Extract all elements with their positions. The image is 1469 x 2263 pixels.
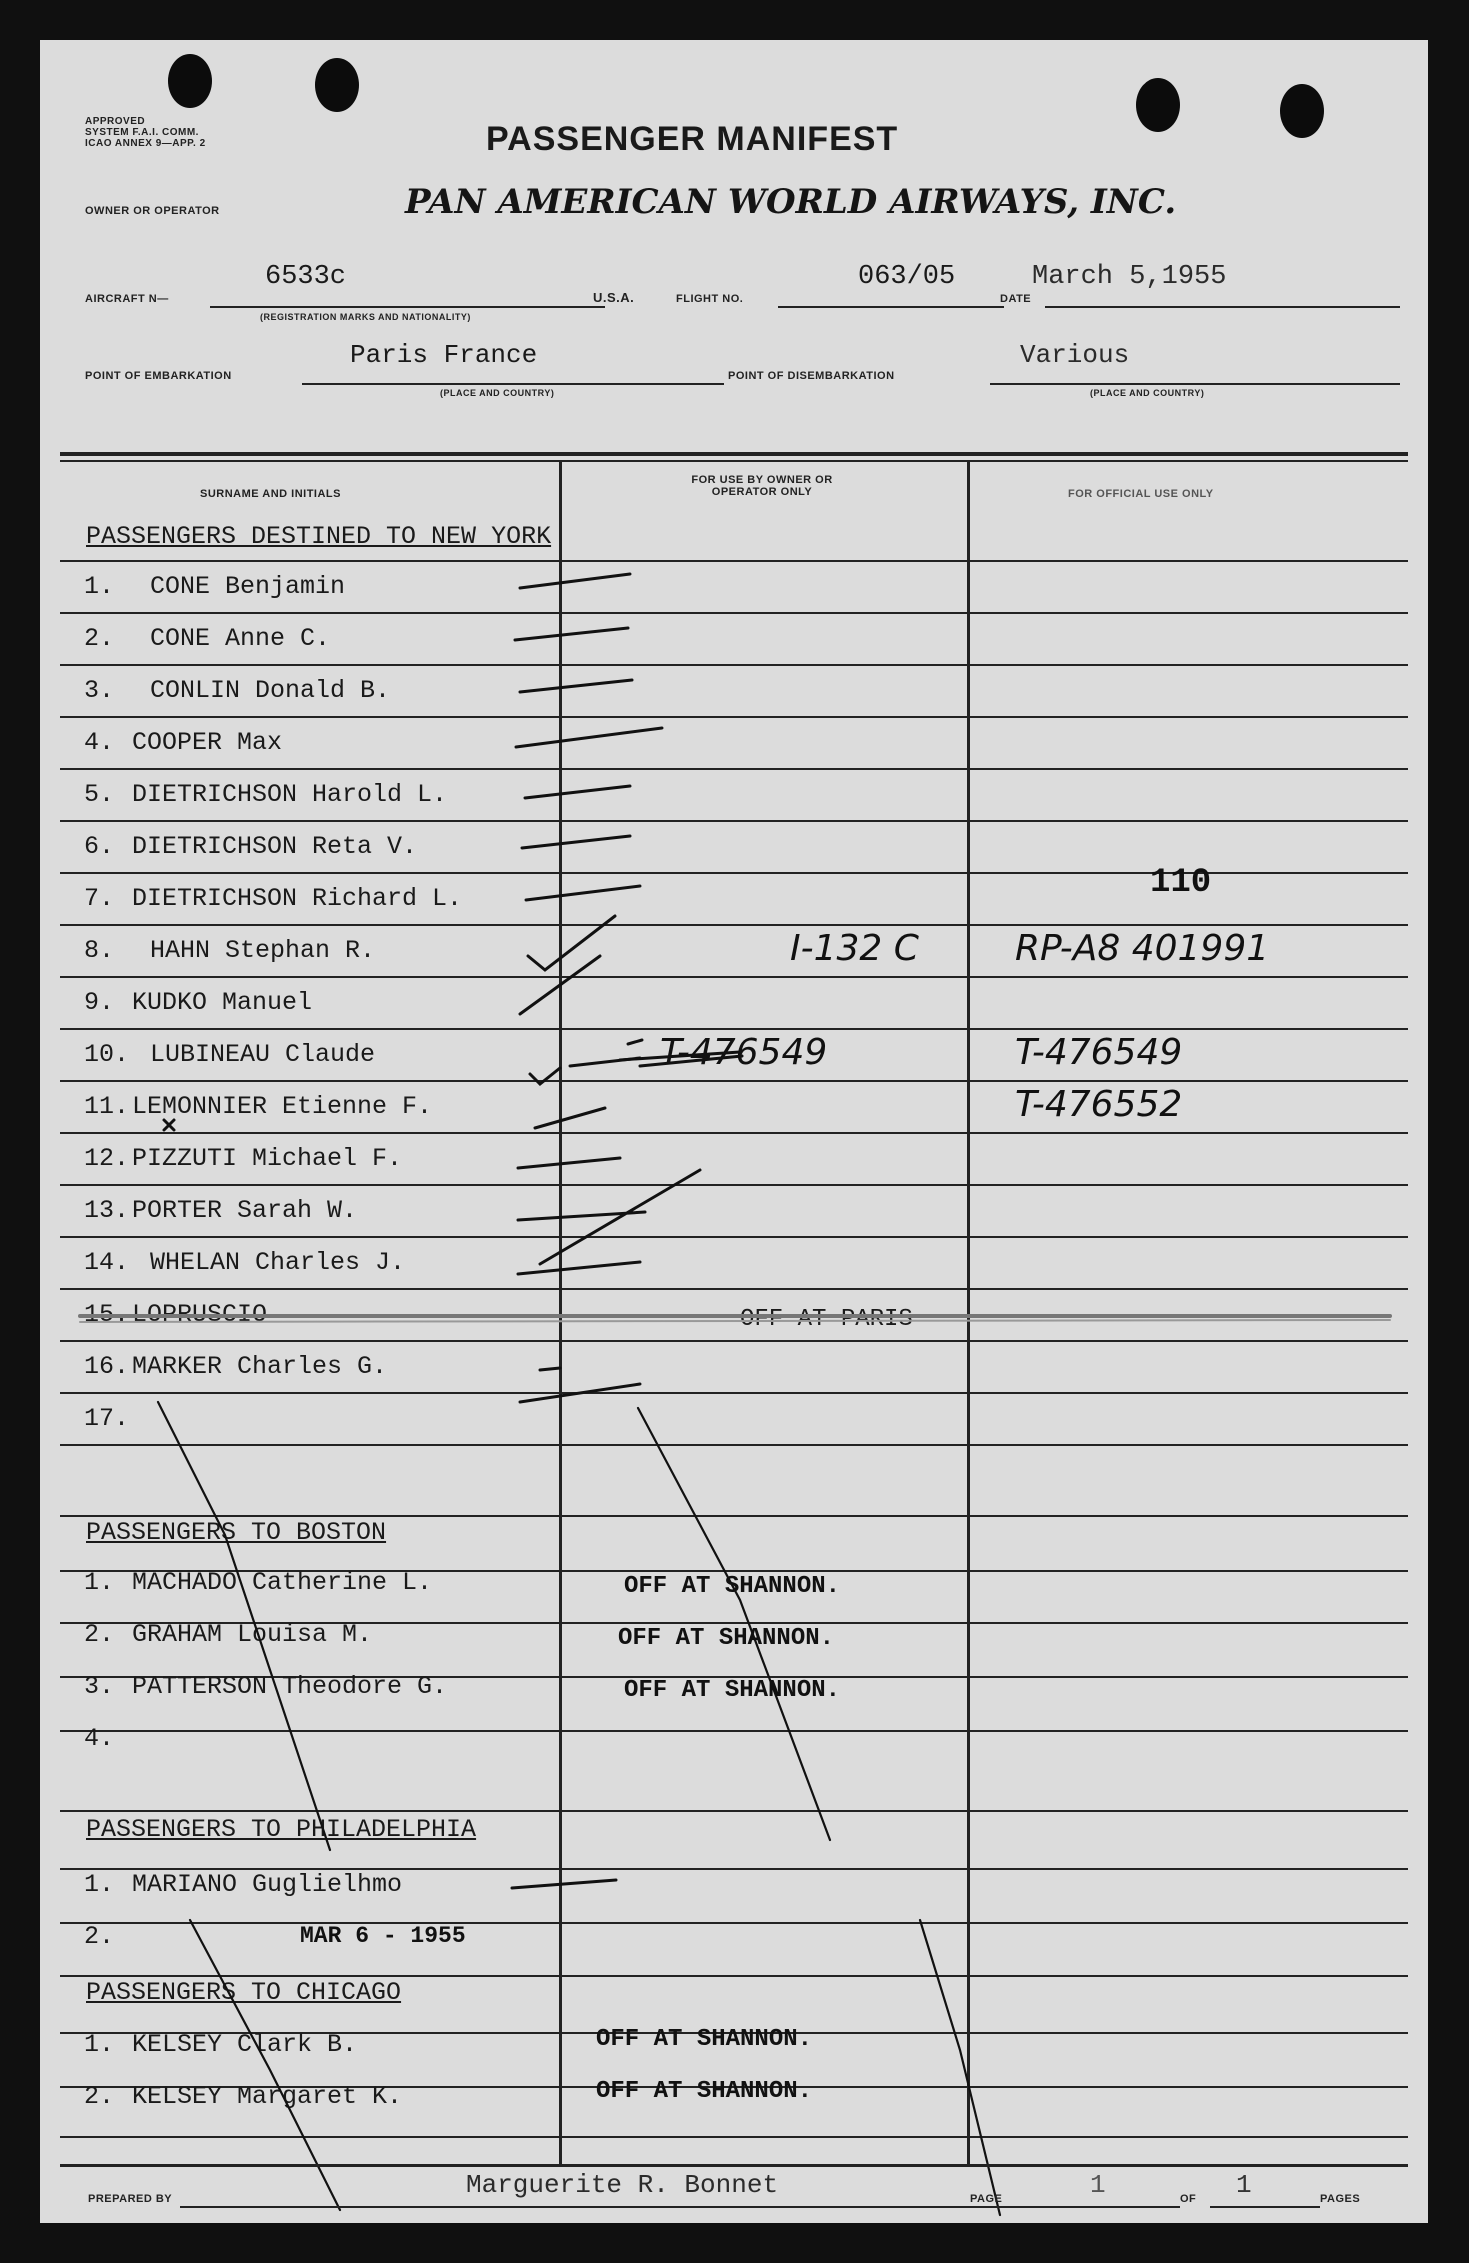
row-number: 13. bbox=[84, 1196, 130, 1225]
row-number: 9. bbox=[84, 988, 115, 1017]
x-mark bbox=[164, 1120, 174, 1130]
row-number: 3. bbox=[84, 1672, 115, 1701]
column-header-owner: FOR USE BY OWNER OR OPERATOR ONLY bbox=[691, 474, 833, 498]
aircraft-value: 6533c bbox=[265, 262, 347, 292]
owner-label: OWNER OR OPERATOR bbox=[85, 205, 220, 217]
date-label: DATE bbox=[1000, 293, 1032, 305]
embarkation-value: Paris France bbox=[350, 340, 538, 370]
pages-label: PAGES bbox=[1320, 2193, 1361, 2205]
row-number: 1. bbox=[84, 572, 115, 601]
of-label: OF bbox=[1180, 2193, 1197, 2205]
check-mark bbox=[540, 1368, 560, 1370]
section-philadelphia: PASSENGERS TO PHILADELPHIA bbox=[86, 1815, 477, 1844]
passenger-name: KELSEY Margaret K. bbox=[132, 2082, 403, 2111]
approval-line: APPROVED bbox=[85, 116, 146, 127]
check-mark bbox=[512, 1880, 616, 1888]
owner-entry: OFF AT SHANNON. bbox=[596, 2078, 813, 2105]
owner-entry: I-132 C bbox=[790, 928, 919, 969]
passenger-name: DIETRICHSON Richard L. bbox=[132, 884, 463, 913]
check-mark bbox=[520, 680, 632, 692]
owner-entry: OFF AT SHANNON. bbox=[596, 2026, 813, 2053]
row-number: 17. bbox=[84, 1404, 130, 1433]
check-mark bbox=[520, 1384, 640, 1402]
disembarkation-value: Various bbox=[1020, 340, 1130, 370]
row-number: 11. bbox=[84, 1092, 130, 1121]
owner-entry: OFF AT SHANNON. bbox=[624, 1677, 841, 1704]
passenger-name: COOPER Max bbox=[132, 728, 283, 757]
row-number: 4. bbox=[84, 728, 115, 757]
row-number: 2. bbox=[84, 624, 115, 653]
check-mark bbox=[530, 1068, 560, 1084]
passenger-name: CONLIN Donald B. bbox=[150, 676, 391, 705]
row-number: 1. bbox=[84, 1870, 115, 1899]
check-mark bbox=[528, 916, 615, 970]
page-number: 1 bbox=[1090, 2170, 1106, 2200]
flight-label: FLIGHT NO. bbox=[676, 293, 744, 305]
official-entry: T-476552 bbox=[1015, 1084, 1183, 1125]
pages-underline bbox=[1210, 2206, 1320, 2208]
passenger-name: PATTERSON Theodore G. bbox=[132, 1672, 448, 1701]
row-number: 8. bbox=[84, 936, 115, 965]
owner-entry: OFF AT PARIS bbox=[740, 1306, 913, 1333]
registration-caption: (REGISTRATION MARKS AND NATIONALITY) bbox=[260, 312, 471, 322]
aircraft-label: AIRCRAFT N— bbox=[85, 293, 169, 305]
page-label: PAGE bbox=[970, 2193, 1003, 2205]
passenger-name: KELSEY Clark B. bbox=[132, 2030, 358, 2059]
prepared-by: Marguerite R. Bonnet bbox=[466, 2170, 779, 2200]
embarkation-label: POINT OF EMBARKATION bbox=[85, 370, 232, 382]
prepared-underline bbox=[180, 2206, 1030, 2208]
passenger-name: LEMONNIER Etienne F. bbox=[132, 1092, 433, 1121]
official-entry: 110 bbox=[1150, 864, 1212, 902]
passenger-name: CONE Anne C. bbox=[150, 624, 331, 653]
strike-through bbox=[620, 1052, 742, 1066]
disembarkation-label: POINT OF DISEMBARKATION bbox=[728, 370, 895, 382]
place-caption: (PLACE AND COUNTRY) bbox=[1090, 388, 1205, 398]
strike-through bbox=[628, 1040, 642, 1044]
flight-value: 063/05 bbox=[858, 262, 956, 292]
row-number: 16. bbox=[84, 1352, 130, 1381]
passenger-name: MARIANO Guglielhmo bbox=[132, 1870, 403, 1899]
row-number: 1. bbox=[84, 1568, 115, 1597]
place-caption: (PLACE AND COUNTRY) bbox=[440, 388, 555, 398]
section-new-york: PASSENGERS DESTINED TO NEW YORK bbox=[86, 522, 552, 551]
official-entry: T-476549 bbox=[1015, 1032, 1183, 1073]
row-number: 4. bbox=[84, 1724, 115, 1753]
column-header-name: SURNAME AND INITIALS bbox=[200, 488, 341, 500]
prepared-label: PREPARED BY bbox=[88, 2193, 173, 2205]
check-mark bbox=[520, 574, 630, 588]
check-mark bbox=[518, 1158, 620, 1168]
passenger-name: DIETRICHSON Reta V. bbox=[132, 832, 418, 861]
page-underline bbox=[1020, 2206, 1180, 2208]
official-entry: RP-A8 401991 bbox=[1015, 928, 1270, 969]
owner-entry: OFF AT SHANNON. bbox=[624, 1573, 841, 1600]
footer-rule bbox=[60, 2164, 1408, 2167]
check-mark bbox=[522, 836, 630, 848]
row-number: 2. bbox=[84, 2082, 115, 2111]
passenger-name: LOPRUSCIO bbox=[132, 1300, 268, 1329]
diagonal-line bbox=[158, 1402, 330, 1850]
diagonal-line bbox=[920, 1920, 1003, 2215]
owner-entry: OFF AT SHANNON. bbox=[618, 1625, 835, 1652]
owner-entry: T-476549 bbox=[660, 1032, 828, 1073]
row-number: 1. bbox=[84, 2030, 115, 2059]
approval-line: SYSTEM F.A.I. COMM. bbox=[85, 127, 199, 138]
passenger-name: PORTER Sarah W. bbox=[132, 1196, 358, 1225]
usa-label: U.S.A. bbox=[593, 290, 635, 305]
row-number: 15. bbox=[84, 1300, 130, 1329]
operator-name: PAN AMERICAN WORLD AIRWAYS, INC. bbox=[405, 182, 1177, 222]
check-mark bbox=[518, 1170, 700, 1264]
manifest-sheet bbox=[40, 40, 1428, 2223]
section-boston: PASSENGERS TO BOSTON bbox=[86, 1518, 387, 1547]
row-number: 14. bbox=[84, 1248, 130, 1277]
pen-annotations bbox=[40, 40, 1428, 2223]
check-mark bbox=[535, 1108, 605, 1128]
passenger-name: MARKER Charles G. bbox=[132, 1352, 388, 1381]
check-mark bbox=[525, 786, 630, 798]
check-mark bbox=[516, 728, 662, 747]
row-strike bbox=[80, 1320, 1390, 1322]
passenger-name: CONE Benjamin bbox=[150, 572, 346, 601]
date-stamp: MAR 6 - 1955 bbox=[300, 1923, 466, 1949]
passenger-name: LUBINEAU Claude bbox=[150, 1040, 376, 1069]
row-number: 10. bbox=[84, 1040, 130, 1069]
check-mark bbox=[520, 956, 600, 1014]
passenger-name: WHELAN Charles J. bbox=[150, 1248, 406, 1277]
row-number: 7. bbox=[84, 884, 115, 913]
passenger-name: KUDKO Manuel bbox=[132, 988, 313, 1017]
row-number: 2. bbox=[84, 1922, 115, 1951]
date-value: March 5,1955 bbox=[1032, 262, 1227, 292]
passenger-name: MACHADO Catherine L. bbox=[132, 1568, 433, 1597]
check-mark bbox=[515, 628, 628, 640]
row-number: 12. bbox=[84, 1144, 130, 1173]
page-title: PASSENGER MANIFEST bbox=[486, 120, 899, 158]
pages-number: 1 bbox=[1236, 2170, 1252, 2200]
passenger-name: GRAHAM Louisa M. bbox=[132, 1620, 373, 1649]
passenger-name: DIETRICHSON Harold L. bbox=[132, 780, 448, 809]
row-number: 3. bbox=[84, 676, 115, 705]
row-number: 2. bbox=[84, 1620, 115, 1649]
approval-line: ICAO ANNEX 9—APP. 2 bbox=[85, 138, 206, 149]
check-mark bbox=[526, 886, 640, 900]
row-number: 6. bbox=[84, 832, 115, 861]
column-header-official: FOR OFFICIAL USE ONLY bbox=[1068, 488, 1214, 500]
passenger-name: HAHN Stephan R. bbox=[150, 936, 376, 965]
check-mark bbox=[518, 1262, 640, 1274]
row-number: 5. bbox=[84, 780, 115, 809]
passenger-name: PIZZUTI Michael F. bbox=[132, 1144, 403, 1173]
section-chicago: PASSENGERS TO CHICAGO bbox=[86, 1978, 402, 2007]
diagonal-line bbox=[638, 1408, 830, 1840]
